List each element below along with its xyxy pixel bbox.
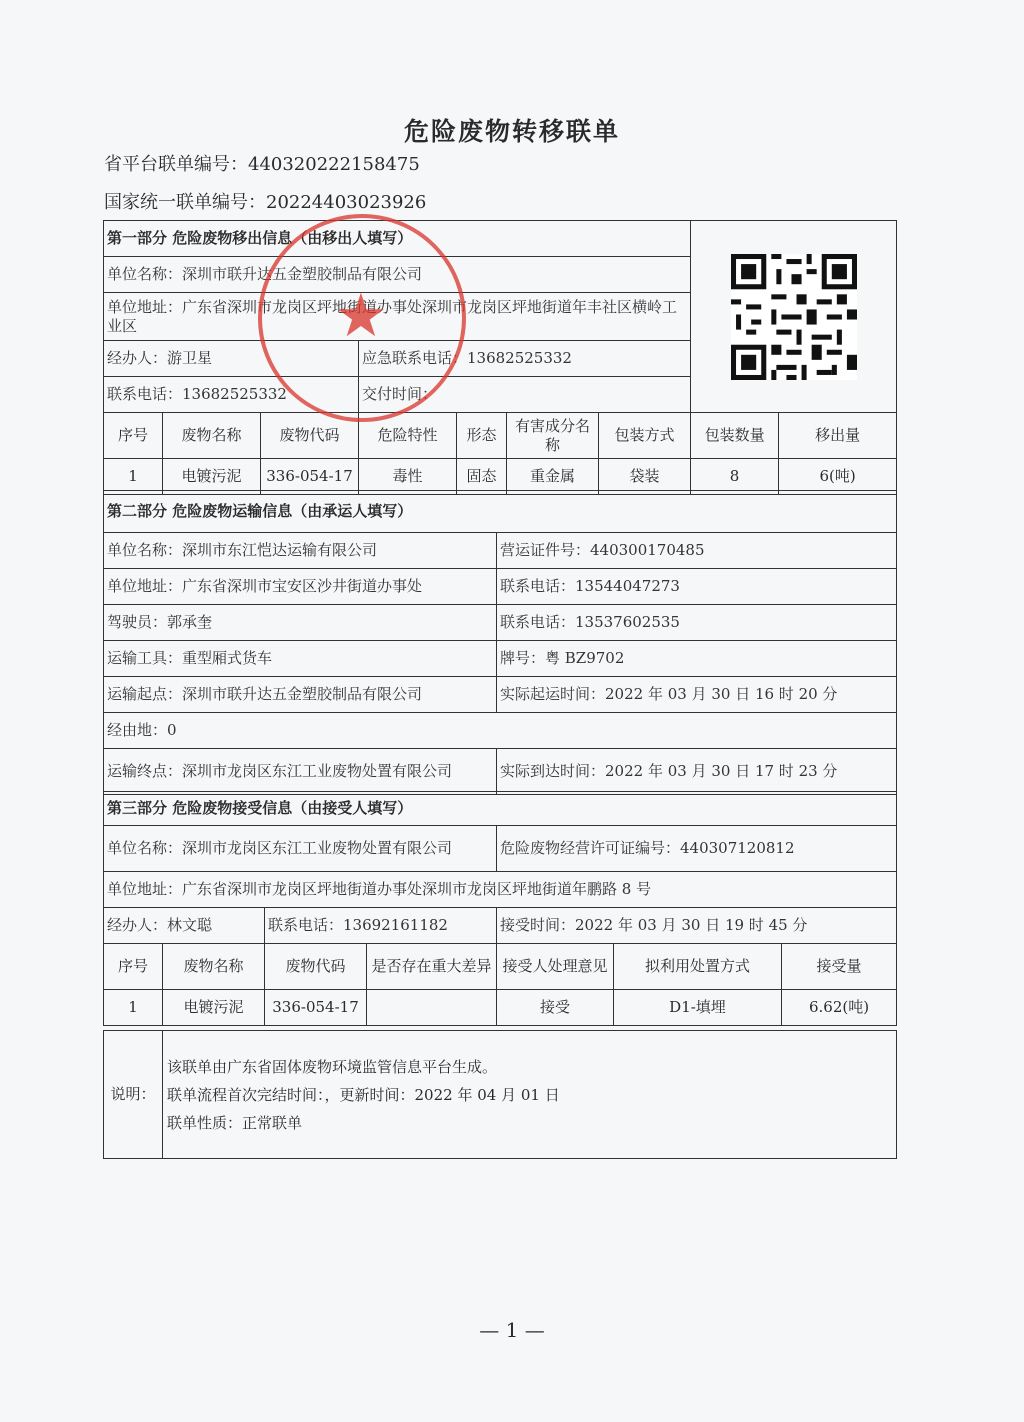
part2-unit-address: 单位地址：广东省深圳市宝安区沙井街道办事处 — [104, 569, 497, 605]
cell: D1-填埋 — [614, 990, 782, 1026]
national-number-value: 20224403023926 — [266, 192, 427, 213]
part3-unit-name: 单位名称：深圳市龙岗区东江工业废物处置有限公司 — [104, 826, 497, 872]
part3-receive-time: 接受时间：2022 年 03 月 30 日 19 时 45 分 — [497, 908, 897, 944]
national-number — [104, 188, 426, 214]
part3-permit: 危险废物经营许可证编号：440307120812 — [497, 826, 897, 872]
cell: 6.62(吨) — [782, 990, 897, 1026]
part2-unit-name: 单位名称：深圳市东江恺达运输有限公司 — [104, 533, 497, 569]
cell — [367, 990, 497, 1026]
part2-plate: 牌号：粤 BZ9702 — [497, 641, 897, 677]
part1-table — [103, 220, 897, 495]
col-header: 接受人处理意见 — [497, 944, 614, 990]
part2-phone2: 联系电话：13537602535 — [497, 605, 897, 641]
col-header: 包装数量 — [691, 413, 779, 459]
col-header: 是否存在重大差异 — [367, 944, 497, 990]
part2-vehicle: 运输工具：重型厢式货车 — [104, 641, 497, 677]
part2-table — [103, 490, 897, 795]
qr-code-cell — [691, 221, 897, 413]
part1-phone: 联系电话：13682525332 — [104, 377, 359, 413]
part2-destination: 运输终点：深圳市龙岗区东江工业废物处置有限公司 — [104, 749, 497, 795]
col-header: 序号 — [104, 944, 163, 990]
cell: 1 — [104, 990, 163, 1026]
national-number-label: 国家统一联单编号： — [104, 192, 266, 213]
cell: 336-054-17 — [265, 990, 367, 1026]
cell: 电镀污泥 — [163, 990, 265, 1026]
part2-heading: 第二部分 危险废物运输信息（由承运人填写） — [104, 491, 897, 533]
part2-license: 营运证件号：440300170485 — [497, 533, 897, 569]
part1-unit-name: 单位名称：深圳市联升达五金塑胶制品有限公司 — [104, 257, 691, 293]
col-header: 形态 — [457, 413, 507, 459]
cell: 重金属 — [507, 459, 599, 495]
cell: 1 — [104, 459, 163, 495]
part2-phone1: 联系电话：13544047273 — [497, 569, 897, 605]
col-header: 废物名称 — [163, 413, 261, 459]
col-header: 废物代码 — [261, 413, 359, 459]
cell: 接受 — [497, 990, 614, 1026]
cell: 毒性 — [359, 459, 457, 495]
cell: 袋装 — [599, 459, 691, 495]
qr-code-icon — [731, 254, 857, 380]
part1-handover-time: 交付时间： — [359, 377, 691, 413]
notes-line1: 该联单由广东省固体废物环境监管信息平台生成。 — [167, 1057, 498, 1076]
col-header: 包装方式 — [599, 413, 691, 459]
col-header: 危险特性 — [359, 413, 457, 459]
col-header: 接受量 — [782, 944, 897, 990]
cell: 固态 — [457, 459, 507, 495]
part2-depart-time: 实际起运时间：2022 年 03 月 30 日 16 时 20 分 — [497, 677, 897, 713]
table-row — [104, 990, 897, 1026]
star-icon: ★ — [334, 281, 388, 351]
provincial-number-value: 440320222158475 — [248, 154, 420, 175]
notes-content — [163, 1031, 897, 1159]
notes-line3: 联单性质：正常联单 — [167, 1113, 303, 1132]
cell: 8 — [691, 459, 779, 495]
part1-handler: 经办人：游卫星 — [104, 341, 359, 377]
col-header: 废物代码 — [265, 944, 367, 990]
page-number: — 1 — — [479, 1318, 545, 1342]
part1-emergency-phone: 应急联系电话：13682525332 — [359, 341, 691, 377]
provincial-number-label: 省平台联单编号： — [104, 154, 248, 175]
cell: 电镀污泥 — [163, 459, 261, 495]
notes-table — [103, 1030, 897, 1159]
part3-table — [103, 791, 897, 1026]
cell: 6(吨) — [779, 459, 897, 495]
part3-unit-address: 单位地址：广东省深圳市龙岗区坪地街道办事处深圳市龙岗区坪地街道年鹏路 8 号 — [104, 872, 897, 908]
cell: 336-054-17 — [261, 459, 359, 495]
col-header: 有害成分名称 — [507, 413, 599, 459]
page-title: 危险废物转移联单 — [403, 117, 620, 146]
part2-via: 经由地：0 — [104, 713, 897, 749]
col-header: 拟利用处置方式 — [614, 944, 782, 990]
notes-label: 说明： — [104, 1031, 163, 1159]
part2-origin: 运输起点：深圳市联升达五金塑胶制品有限公司 — [104, 677, 497, 713]
part2-driver: 驾驶员：郭承奎 — [104, 605, 497, 641]
part3-phone: 联系电话：13692161182 — [265, 908, 497, 944]
col-header: 序号 — [104, 413, 163, 459]
part3-heading: 第三部分 危险废物接受信息（由接受人填写） — [104, 792, 897, 826]
part1-unit-address: 单位地址：广东省深圳市龙岗区坪地街道办事处深圳市龙岗区坪地街道年丰社区横岭工业区 — [104, 293, 691, 341]
col-header: 废物名称 — [163, 944, 265, 990]
provincial-number — [104, 150, 420, 176]
part1-heading: 第一部分 危险废物移出信息（由移出人填写） — [104, 221, 691, 257]
notes-line2: 联单流程首次完结时间：，更新时间：2022 年 04 月 01 日 — [167, 1085, 560, 1104]
col-header: 移出量 — [779, 413, 897, 459]
part3-handler: 经办人：林文聪 — [104, 908, 265, 944]
part2-arrive-time: 实际到达时间：2022 年 03 月 30 日 17 时 23 分 — [497, 749, 897, 795]
